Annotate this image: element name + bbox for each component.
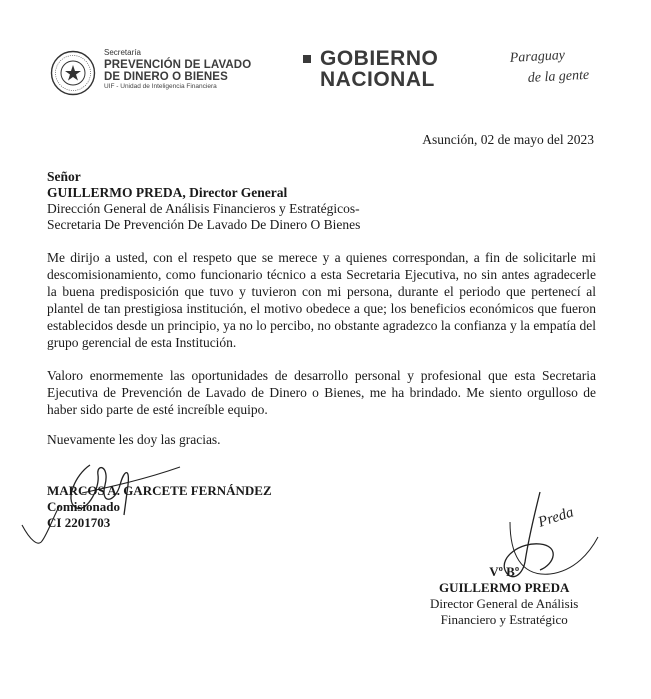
signer-name: MARCOS A. GARCETE FERNÁNDEZ (47, 483, 272, 498)
paraguay-de-la-gente-logo (506, 44, 606, 94)
secretaria-unit: UIF - Unidad de Inteligencia Financiera (104, 83, 217, 90)
gobierno-nacional-logo (303, 48, 438, 90)
director-title-line2: Financiero y Estratégico (440, 612, 568, 627)
handwritten-preda: Preda (536, 504, 576, 531)
secretaria-seal-icon (50, 50, 96, 96)
salutation: Señor (47, 169, 81, 184)
slogan-line1: Paraguay (509, 48, 566, 66)
secretaria-name-line1: PREVENCIÓN DE LAVADO (104, 59, 252, 71)
closing-line: Nuevamente les doy las gracias. (47, 432, 221, 447)
gobierno-line2: NACIONAL (320, 68, 435, 91)
recipient-department: Dirección General de Análisis Financieros y Estratégicos- (47, 201, 360, 216)
signer-role: Comisionado (47, 499, 120, 514)
signer-id: CI 2201703 (47, 515, 111, 530)
gobierno-line1: GOBIERNO (320, 47, 439, 70)
director-title-line1: Director General de Análisis (430, 596, 579, 611)
recipient-institution: Secretaria De Prevención De Lavado De Dinero O Bienes (47, 217, 361, 232)
letter-date: Asunción, 02 de mayo del 2023 (422, 132, 594, 147)
body-paragraph-2: Valoro enormemente las oportunidades de desarrollo personal y profesional que esta Secretaria Ejecutiva de Prevención de Lavado de Dinero o Bienes, me ha brindado. Me siento orgulloso de haber sido parte de esté increíble equipo. (47, 368, 596, 417)
director-name: GUILLERMO PREDA (439, 580, 570, 595)
signature-block-commissioner (47, 483, 272, 531)
signature-block-director (430, 564, 578, 628)
secretaria-name-line2: DE DINERO O BIENES (104, 71, 228, 83)
secretaria-logo-text (104, 49, 251, 91)
body-paragraph-1: Me dirijo a usted, con el respeto que se merece y a quienes correspondan, a fin de solicitarle mi descomisionamiento, como funcionario técnico a esta Secretaria Ejecutiva, no sin antes agradecerle la buena predisposición que tuvo y tuvieron con mi persona, durante el periodo que pertenecí al plantel de tan prestigiosa institución, el motivo obedece a que; los beneficios económicos que fueron establecidos desde un principio, ya no lo percibo, no obstante agradezco la confianza y la empatía del grupo gerencial de esta Institución. (47, 250, 596, 350)
secretaria-label: Secretaría (104, 48, 141, 57)
recipient-name: GUILLERMO PREDA, Director General (47, 185, 288, 200)
logo-square-icon (303, 55, 311, 63)
recipient-block (47, 169, 360, 233)
approval-mark: Vº Bº (489, 564, 520, 579)
slogan-line2: de la gente (527, 67, 590, 86)
